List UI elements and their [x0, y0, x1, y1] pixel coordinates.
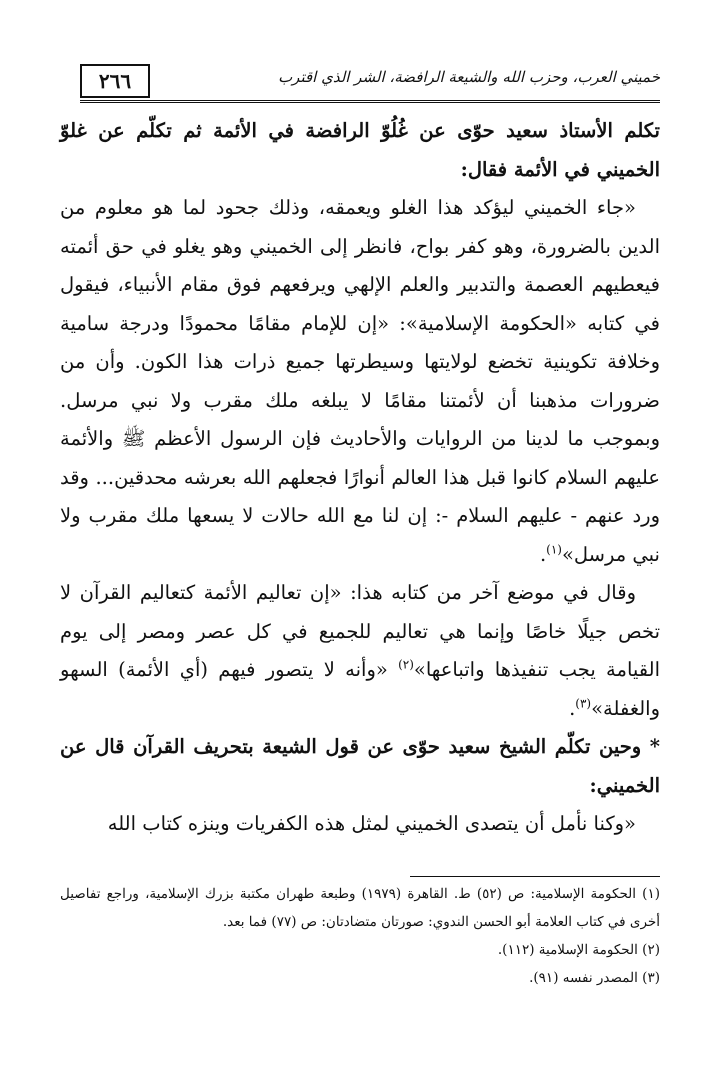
footnote-separator — [410, 876, 660, 877]
quote-text-3: «وأنه لا يتصور فيهم (أي الأئمة) السهو والغفلة» — [60, 658, 660, 720]
footnote-1: (١) الحكومة الإسلامية: ص (٥٢) ط. القاهرة (١٩٧٩) وطبعة طهران مكتبة بزرك الإسلامية، وراجع تفاصيل أخرى في كتاب العلامة أبو الحسن الندوي: صورتان متضادتان: ص (٧٧) فما بعد. — [60, 886, 660, 930]
closing-paragraph: «وكنا نأمل أن يتصدى الخميني لمثل هذه الكفريات وينزه كتاب الله — [107, 812, 636, 835]
section-heading: * وحين تكلّم الشيخ سعيد حوّى عن قول الشيعة بتحريف القرآن قال عن الخميني: — [60, 735, 660, 797]
quote-paragraph: «جاء الخميني ليؤكد هذا الغلو ويعمقه، وذلك جحود لما هو معلوم من الدين بالضرورة، وهو كفر بواح، فانظر إلى الخميني وهو يغلو في حق أئمته فيعطيهم العصمة والتدبير والعلم الإلهي ويرفعهم فوق مقام الأنبياء، فيقول في كتابه «الحكومة الإسلامية»: «إن للإمام مقامًا محمودًا ودرجة سامية وخلافة تكوينية تخضع لولايتها وسيطرتها جميع ذرات هذا الكون. وأن من ضرورات مذهبنا أن لأئمتنا مقامًا لا يبلغه ملك مقرب ولا نبي مرسل. وبموجب ما لدينا من الروايات والأحاديث فإن الرسول الأعظم ﷺ والأئمة عليهم السلام كانوا قبل هذا العالم أنوارًا فجعلهم الله بعرشه محدقين... وقد ورد عنهم - عليهم السلام -: إن لنا مع الله حالات لا يسعها ملك مقرب ولا نبي مرسل»$^{(١)}$. — [60, 196, 660, 566]
footnote-2: (٢) الحكومة الإسلامية (١١٢). — [497, 942, 660, 958]
second-quote-paragraph: وقال في موضع آخر من كتابه هذا: «إن تعاليم الأئمة كتعاليم القرآن لا تخص جيلًا خاصًا وإنما هي تعاليم للجميع في كل عصر ومصر إلى يوم القيامة يجب تنفيذها واتباعها»$^{(٢)}$ «وأنه لا يتصور فيهم (أي الأئمة) السهو والغفلة»$^{(٣)}$. — [60, 581, 661, 720]
footnote-ref-2: (٢) — [398, 657, 414, 672]
footnotes — [60, 880, 660, 992]
header-rule — [80, 100, 660, 103]
quote-text: «جاء الخميني ليؤكد هذا الغلو ويعمقه، وذلك جحود لما هو معلوم من الدين بالضرورة، وهو كفر بواح، فانظر إلى الخميني وهو يغلو في حق أئمته فيعطيهم العصمة والتدبير والعلم الإلهي ويرفعهم فوق مقام الأنبياء، فيقول في كتابه «الحكومة الإسلامية»: «إن للإمام مقامًا محمودًا ودرجة سامية وخلافة تكوينية تخضع لولايتها وسيطرتها جميع ذرات هذا الكون. وأن من ضرورات مذهبنا أن لأئمتنا مقامًا لا يبلغه ملك مقرب ولا نبي مرسل. وبموجب ما لدينا من الروايات والأحاديث فإن الرسول الأعظم ﷺ والأئمة عليهم السلام كانوا قبل هذا العالم أنوارًا فجعلهم الله بعرشه محدقين... وقد ورد عنهم - عليهم السلام -: إن لنا مع الله حالات لا يسعها ملك مقرب ولا نبي مرسل» — [60, 196, 660, 566]
footnote-ref-1: (١) — [546, 542, 562, 556]
heading-paragraph: تكلم الأستاذ سعيد حوّى عن غُلُوّ الرافضة في الأئمة ثم تكلّم عن غلوّ الخميني في الأئمة فقال: — [60, 119, 660, 181]
footnote-3: (٣) المصدر نفسه (٩١). — [529, 970, 660, 986]
quote-text-2: وقال في موضع آخر من كتابه هذا: «إن تعاليم الأئمة كتعاليم القرآن لا تخص جيلًا خاصًا وإنما هي تعاليم للجميع في كل عصر ومصر إلى يوم القيامة يجب تنفيذها واتباعها» — [60, 581, 661, 681]
running-title: خميني العرب، وحزب الله والشيعة الرافضة، الشر الذي اقترب — [278, 68, 660, 86]
body-text — [60, 112, 660, 844]
page-header — [60, 60, 660, 106]
page-number: ٢٦٦ — [80, 64, 150, 98]
footnote-ref-3: (٣) — [575, 696, 592, 710]
